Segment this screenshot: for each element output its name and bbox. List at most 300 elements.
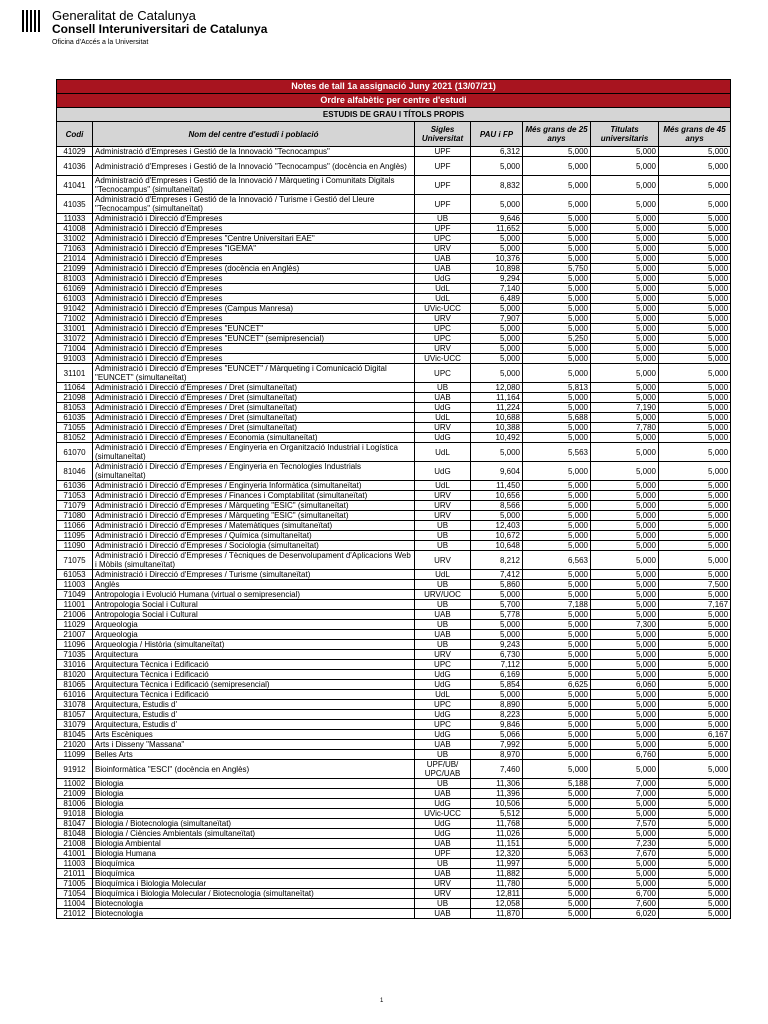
cell-grans45: 5,000 [659, 879, 731, 889]
cell-titulats: 5,000 [591, 234, 659, 244]
oficina-subtitle: Oficina d'Accés a la Universitat [52, 39, 149, 46]
cell-sigles: UB [415, 779, 471, 789]
cell-nom: Administració i Direcció d'Empreses / Dret (simultaneïtat) [93, 423, 415, 433]
cell-sigles: UdL [415, 284, 471, 294]
cell-nom: Administració i Direcció d'Empreses [93, 284, 415, 294]
cell-codi: 81006 [57, 799, 93, 809]
cell-pau: 10,672 [471, 531, 523, 541]
cell-pau: 5,000 [471, 234, 523, 244]
cell-grans25: 5,000 [523, 879, 591, 889]
cell-titulats: 5,000 [591, 393, 659, 403]
cell-pau: 8,832 [471, 176, 523, 195]
cell-sigles: UVic-UCC [415, 354, 471, 364]
cell-pau: 6,312 [471, 147, 523, 157]
column-header-row [57, 122, 731, 147]
cell-grans45: 5,000 [659, 650, 731, 660]
cell-grans25: 6,563 [523, 551, 591, 570]
cell-grans45: 5,000 [659, 710, 731, 720]
cell-nom: Administració i Direcció d'Empreses [93, 254, 415, 264]
table-row [57, 511, 731, 521]
cell-pau: 7,460 [471, 760, 523, 779]
cell-grans45: 5,000 [659, 750, 731, 760]
cell-nom: Administració i Direcció d'Empreses / Enginyeria en Tecnologies Industrials (simultaneïtat) [93, 462, 415, 481]
cell-codi: 71079 [57, 501, 93, 511]
cell-grans45: 5,000 [659, 195, 731, 214]
cell-grans45: 5,000 [659, 521, 731, 531]
cell-pau: 5,000 [471, 630, 523, 640]
cell-codi: 61053 [57, 570, 93, 580]
cell-grans45: 5,000 [659, 889, 731, 899]
cell-grans45: 5,000 [659, 809, 731, 819]
cell-grans45: 5,000 [659, 364, 731, 383]
cell-pau: 10,376 [471, 254, 523, 264]
cell-nom: Administració i Direcció d'Empreses / Dret (simultaneïtat) [93, 413, 415, 423]
cell-grans45: 5,000 [659, 334, 731, 344]
table-row [57, 176, 731, 195]
cell-sigles: URV [415, 879, 471, 889]
cell-codi: 61036 [57, 481, 93, 491]
cell-sigles: UB [415, 531, 471, 541]
cell-nom: Administració i Direcció d'Empreses [93, 344, 415, 354]
consell-title: Consell Interuniversitari de Catalunya [52, 22, 268, 36]
cell-titulats: 5,000 [591, 433, 659, 443]
cell-titulats: 7,230 [591, 839, 659, 849]
cell-sigles: UdG [415, 274, 471, 284]
cell-codi: 71053 [57, 491, 93, 501]
cell-codi: 71049 [57, 590, 93, 600]
col-header-45: Més grans de 45 anys [659, 122, 731, 147]
cell-grans25: 5,000 [523, 284, 591, 294]
table-row [57, 383, 731, 393]
cell-nom: Arquitectura Tècnica i Edificació [93, 660, 415, 670]
cell-nom: Administració i Direcció d'Empreses [93, 294, 415, 304]
cell-grans45: 5,000 [659, 393, 731, 403]
cell-nom: Administració i Direcció d'Empreses / Màrqueting "ESIC" (simultaneïtat) [93, 511, 415, 521]
cell-codi: 41029 [57, 147, 93, 157]
cell-sigles: URV [415, 501, 471, 511]
cell-pau: 11,768 [471, 819, 523, 829]
cell-nom: Administració i Direcció d'Empreses / Química (simultaneïtat) [93, 531, 415, 541]
cell-grans25: 5,000 [523, 819, 591, 829]
table-row [57, 403, 731, 413]
table-row [57, 879, 731, 889]
cell-grans25: 5,000 [523, 501, 591, 511]
cell-grans25: 5,000 [523, 423, 591, 433]
cell-nom: Biologia [93, 809, 415, 819]
cell-grans25: 5,000 [523, 839, 591, 849]
cell-pau: 12,320 [471, 849, 523, 859]
cell-grans25: 5,188 [523, 779, 591, 789]
cell-grans25: 6,625 [523, 680, 591, 690]
cell-grans25: 5,000 [523, 740, 591, 750]
cell-codi: 11096 [57, 640, 93, 650]
cell-grans45: 5,000 [659, 531, 731, 541]
cell-sigles: URV [415, 314, 471, 324]
cell-sigles: UdG [415, 710, 471, 720]
cell-codi: 11090 [57, 541, 93, 551]
cell-grans25: 5,063 [523, 849, 591, 859]
cell-codi: 21009 [57, 789, 93, 799]
cell-sigles: URV [415, 889, 471, 899]
section-title: ESTUDIS DE GRAU I TÍTOLS PROPIS [57, 108, 731, 122]
table-row [57, 650, 731, 660]
table-title: Notes de tall 1a assignació Juny 2021 (13/07/21) [57, 80, 731, 94]
table-row [57, 700, 731, 710]
col-header-pau: PAU i FP [471, 122, 523, 147]
cell-sigles: UAB [415, 610, 471, 620]
cell-pau: 11,164 [471, 393, 523, 403]
cell-titulats: 5,000 [591, 501, 659, 511]
cell-sigles: UB [415, 859, 471, 869]
cell-grans45: 5,000 [659, 869, 731, 879]
cell-pau: 5,778 [471, 610, 523, 620]
cell-codi: 21008 [57, 839, 93, 849]
cell-titulats: 7,000 [591, 789, 659, 799]
cell-codi: 31002 [57, 234, 93, 244]
cell-titulats: 6,020 [591, 909, 659, 919]
cell-nom: Administració i Direcció d'Empreses / Enginyeria Informàtica (simultaneïtat) [93, 481, 415, 491]
cell-nom: Antropologia Social i Cultural [93, 610, 415, 620]
cell-nom: Anglès [93, 580, 415, 590]
cell-nom: Administració d'Empreses i Gestió de la Innovació / Màrqueting i Comunitats Digitals "Tecnocampus" (simultaneïtat) [93, 176, 415, 195]
cell-sigles: UPF [415, 147, 471, 157]
cell-pau: 11,652 [471, 224, 523, 234]
cell-codi: 81003 [57, 274, 93, 284]
cell-pau: 11,151 [471, 839, 523, 849]
cell-sigles: UdL [415, 443, 471, 462]
cell-sigles: UdG [415, 799, 471, 809]
cell-grans25: 5,563 [523, 443, 591, 462]
cell-pau: 5,000 [471, 354, 523, 364]
table-row [57, 809, 731, 819]
cell-grans25: 5,000 [523, 462, 591, 481]
col-header-sigles: Sigles Universitat [415, 122, 471, 147]
cell-codi: 21006 [57, 610, 93, 620]
table-row [57, 423, 731, 433]
cell-grans45: 5,000 [659, 570, 731, 580]
cell-nom: Administració i Direcció d'Empreses / Turisme (simultaneïtat) [93, 570, 415, 580]
cell-sigles: UVic-UCC [415, 809, 471, 819]
cell-codi: 21099 [57, 264, 93, 274]
cell-grans45: 5,000 [659, 839, 731, 849]
cell-grans25: 5,000 [523, 670, 591, 680]
cell-sigles: UB [415, 899, 471, 909]
cell-pau: 8,223 [471, 710, 523, 720]
cell-titulats: 5,000 [591, 829, 659, 839]
cell-grans25: 5,000 [523, 690, 591, 700]
table-row [57, 690, 731, 700]
cell-grans45: 5,000 [659, 610, 731, 620]
cell-grans45: 5,000 [659, 403, 731, 413]
cell-pau: 8,970 [471, 750, 523, 760]
cell-grans45: 5,000 [659, 660, 731, 670]
col-header-titulats: Titulats universitaris [591, 122, 659, 147]
cell-pau: 7,992 [471, 740, 523, 750]
cell-nom: Antropologia Social i Cultural [93, 600, 415, 610]
cell-nom: Administració i Direcció d'Empreses / Finances i Comptabilitat (simultaneïtat) [93, 491, 415, 501]
cell-grans25: 5,000 [523, 720, 591, 730]
cell-codi: 21098 [57, 393, 93, 403]
cell-titulats: 5,000 [591, 720, 659, 730]
table-row [57, 760, 731, 779]
cell-sigles: URV/UOC [415, 590, 471, 600]
cell-sigles: UPF [415, 176, 471, 195]
cell-grans45: 5,000 [659, 680, 731, 690]
cell-grans45: 5,000 [659, 829, 731, 839]
cell-codi: 61035 [57, 413, 93, 423]
cell-pau: 10,506 [471, 799, 523, 809]
cell-nom: Biotecnologia [93, 909, 415, 919]
cell-grans25: 5,000 [523, 541, 591, 551]
cell-pau: 11,396 [471, 789, 523, 799]
cell-titulats: 5,000 [591, 879, 659, 889]
cell-nom: Arquitectura, Estudis d' [93, 700, 415, 710]
cell-nom: Bioquímica i Biologia Molecular / Biotecnologia (simultaneïtat) [93, 889, 415, 899]
cell-pau: 11,997 [471, 859, 523, 869]
cell-titulats: 5,000 [591, 710, 659, 720]
cell-codi: 81046 [57, 462, 93, 481]
table-row [57, 909, 731, 919]
cell-codi: 81047 [57, 819, 93, 829]
cell-titulats: 5,000 [591, 344, 659, 354]
table-row [57, 254, 731, 264]
cell-titulats: 5,000 [591, 176, 659, 195]
cell-pau: 9,604 [471, 462, 523, 481]
cell-titulats: 5,000 [591, 570, 659, 580]
cell-sigles: UPF [415, 224, 471, 234]
cell-sigles: UPC [415, 720, 471, 730]
cell-titulats: 5,000 [591, 610, 659, 620]
cell-codi: 21011 [57, 869, 93, 879]
cell-sigles: UPF/UB/ UPC/UAB [415, 760, 471, 779]
cell-grans45: 5,000 [659, 176, 731, 195]
cell-titulats: 5,000 [591, 254, 659, 264]
cell-sigles: UdG [415, 819, 471, 829]
cell-sigles: UAB [415, 393, 471, 403]
cell-grans25: 5,000 [523, 176, 591, 195]
cell-titulats: 5,000 [591, 413, 659, 423]
cell-nom: Arquitectura, Estudis d' [93, 710, 415, 720]
table-row [57, 660, 731, 670]
cell-sigles: UB [415, 521, 471, 531]
cell-codi: 41035 [57, 195, 93, 214]
results-table [56, 79, 731, 919]
cell-titulats: 5,000 [591, 660, 659, 670]
cell-titulats: 5,000 [591, 354, 659, 364]
cell-codi: 11064 [57, 383, 93, 393]
table-row [57, 680, 731, 690]
cell-pau: 5,000 [471, 620, 523, 630]
cell-codi: 11066 [57, 521, 93, 531]
cell-pau: 10,648 [471, 541, 523, 551]
cell-grans45: 7,167 [659, 600, 731, 610]
cell-sigles: UAB [415, 789, 471, 799]
cell-titulats: 6,060 [591, 680, 659, 690]
page-header [22, 6, 322, 68]
cell-grans25: 5,000 [523, 700, 591, 710]
cell-codi: 11002 [57, 779, 93, 789]
cell-nom: Administració i Direcció d'Empreses / Sociologia (simultaneïtat) [93, 541, 415, 551]
cell-grans25: 5,000 [523, 710, 591, 720]
table-row [57, 314, 731, 324]
cell-codi: 71004 [57, 344, 93, 354]
cell-codi: 41008 [57, 224, 93, 234]
cell-sigles: URV [415, 650, 471, 660]
cell-codi: 81065 [57, 680, 93, 690]
cell-codi: 61069 [57, 284, 93, 294]
cell-titulats: 5,000 [591, 214, 659, 224]
cell-titulats: 5,000 [591, 531, 659, 541]
cell-nom: Arquitectura [93, 650, 415, 660]
cell-pau: 9,294 [471, 274, 523, 284]
cell-sigles: UdG [415, 680, 471, 690]
cell-codi: 71080 [57, 511, 93, 521]
cell-grans25: 5,000 [523, 799, 591, 809]
cell-sigles: UdL [415, 690, 471, 700]
cell-titulats: 5,000 [591, 630, 659, 640]
cell-sigles: UAB [415, 869, 471, 879]
table-row [57, 620, 731, 630]
cell-pau: 6,730 [471, 650, 523, 660]
table-row [57, 264, 731, 274]
cell-codi: 21012 [57, 909, 93, 919]
cell-nom: Antropologia i Evolució Humana (virtual o semipresencial) [93, 590, 415, 600]
cell-titulats: 5,000 [591, 334, 659, 344]
cell-grans25: 5,000 [523, 869, 591, 879]
cell-nom: Arqueologia [93, 630, 415, 640]
cell-sigles: URV [415, 511, 471, 521]
cell-pau: 11,870 [471, 909, 523, 919]
table-row [57, 779, 731, 789]
cell-sigles: UAB [415, 254, 471, 264]
cell-titulats: 5,000 [591, 364, 659, 383]
cell-sigles: UdG [415, 670, 471, 680]
cell-sigles: UdG [415, 730, 471, 740]
cell-codi: 11003 [57, 859, 93, 869]
cell-sigles: UdL [415, 570, 471, 580]
cell-grans45: 5,000 [659, 244, 731, 254]
cell-titulats: 5,000 [591, 274, 659, 284]
cell-nom: Administració i Direcció d'Empreses / Màrqueting "ESIC" (simultaneïtat) [93, 501, 415, 511]
cell-grans45: 5,000 [659, 481, 731, 491]
generalitat-logo-icon [22, 10, 42, 34]
cell-pau: 5,000 [471, 304, 523, 314]
cell-pau: 5,854 [471, 680, 523, 690]
cell-nom: Biotecnologia [93, 899, 415, 909]
cell-grans45: 5,000 [659, 511, 731, 521]
cell-codi: 11004 [57, 899, 93, 909]
table-row [57, 670, 731, 680]
cell-grans45: 5,000 [659, 690, 731, 700]
cell-titulats: 7,190 [591, 403, 659, 413]
cell-titulats: 5,000 [591, 690, 659, 700]
cell-nom: Administració i Direcció d'Empreses [93, 314, 415, 324]
cell-titulats: 5,000 [591, 740, 659, 750]
cell-sigles: UAB [415, 264, 471, 274]
table-row [57, 531, 731, 541]
cell-nom: Administració i Direcció d'Empreses "EUNCET" / Màrqueting i Comunicació Digital "EUNCET" (simultaneïtat) [93, 364, 415, 383]
table-row [57, 354, 731, 364]
cell-titulats: 5,000 [591, 869, 659, 879]
cell-grans25: 7,188 [523, 600, 591, 610]
cell-grans25: 5,000 [523, 570, 591, 580]
table-row [57, 157, 731, 176]
cell-grans25: 5,000 [523, 314, 591, 324]
cell-codi: 81048 [57, 829, 93, 839]
cell-nom: Arts i Disseny "Massana" [93, 740, 415, 750]
cell-sigles: UPC [415, 334, 471, 344]
cell-grans25: 5,000 [523, 244, 591, 254]
cell-grans45: 5,000 [659, 413, 731, 423]
table-row [57, 443, 731, 462]
cell-titulats: 5,000 [591, 224, 659, 234]
cell-grans45: 5,000 [659, 344, 731, 354]
cell-nom: Administració i Direcció d'Empreses [93, 224, 415, 234]
cell-grans45: 5,000 [659, 294, 731, 304]
cell-titulats: 7,670 [591, 849, 659, 859]
table-row [57, 284, 731, 294]
cell-sigles: UPC [415, 700, 471, 710]
cell-pau: 5,000 [471, 590, 523, 600]
table-row [57, 304, 731, 314]
cell-grans45: 5,000 [659, 740, 731, 750]
cell-pau: 5,000 [471, 364, 523, 383]
cell-pau: 10,492 [471, 433, 523, 443]
cell-grans45: 5,000 [659, 314, 731, 324]
cell-sigles: UPC [415, 234, 471, 244]
cell-nom: Administració i Direcció d'Empreses / Dret (simultaneïtat) [93, 383, 415, 393]
cell-pau: 5,000 [471, 157, 523, 176]
table-row [57, 819, 731, 829]
cell-codi: 31016 [57, 660, 93, 670]
cell-pau: 6,489 [471, 294, 523, 304]
cell-grans25: 5,000 [523, 324, 591, 334]
cell-codi: 61003 [57, 294, 93, 304]
cell-grans45: 5,000 [659, 214, 731, 224]
cell-sigles: UAB [415, 630, 471, 640]
cell-nom: Biologia [93, 779, 415, 789]
cell-sigles: URV [415, 244, 471, 254]
cell-nom: Bioinformàtica "ESCI" (docència en Anglès) [93, 760, 415, 779]
cell-grans45: 5,000 [659, 354, 731, 364]
table-row [57, 580, 731, 590]
table-row [57, 393, 731, 403]
cell-grans45: 5,000 [659, 760, 731, 779]
cell-pau: 11,450 [471, 481, 523, 491]
table-row [57, 590, 731, 600]
cell-codi: 21007 [57, 630, 93, 640]
cell-sigles: UdL [415, 413, 471, 423]
table-row [57, 570, 731, 580]
cell-sigles: UB [415, 541, 471, 551]
cell-nom: Administració i Direcció d'Empreses "IGEMA" [93, 244, 415, 254]
cell-grans45: 5,000 [659, 590, 731, 600]
cell-grans45: 5,000 [659, 157, 731, 176]
cell-sigles: UPC [415, 364, 471, 383]
cell-nom: Administració i Direcció d'Empreses / Tècniques de Desenvolupament d'Aplicacions Web i Mòbils (simultaneïtat) [93, 551, 415, 570]
cell-grans25: 5,250 [523, 334, 591, 344]
cell-grans25: 5,000 [523, 590, 591, 600]
cell-codi: 71005 [57, 879, 93, 889]
cell-codi: 11095 [57, 531, 93, 541]
cell-pau: 5,000 [471, 443, 523, 462]
cell-titulats: 5,000 [591, 284, 659, 294]
cell-titulats: 6,700 [591, 889, 659, 899]
cell-nom: Administració i Direcció d'Empreses (docència en Anglès) [93, 264, 415, 274]
cell-titulats: 5,000 [591, 462, 659, 481]
table-row [57, 413, 731, 423]
cell-codi: 71075 [57, 551, 93, 570]
